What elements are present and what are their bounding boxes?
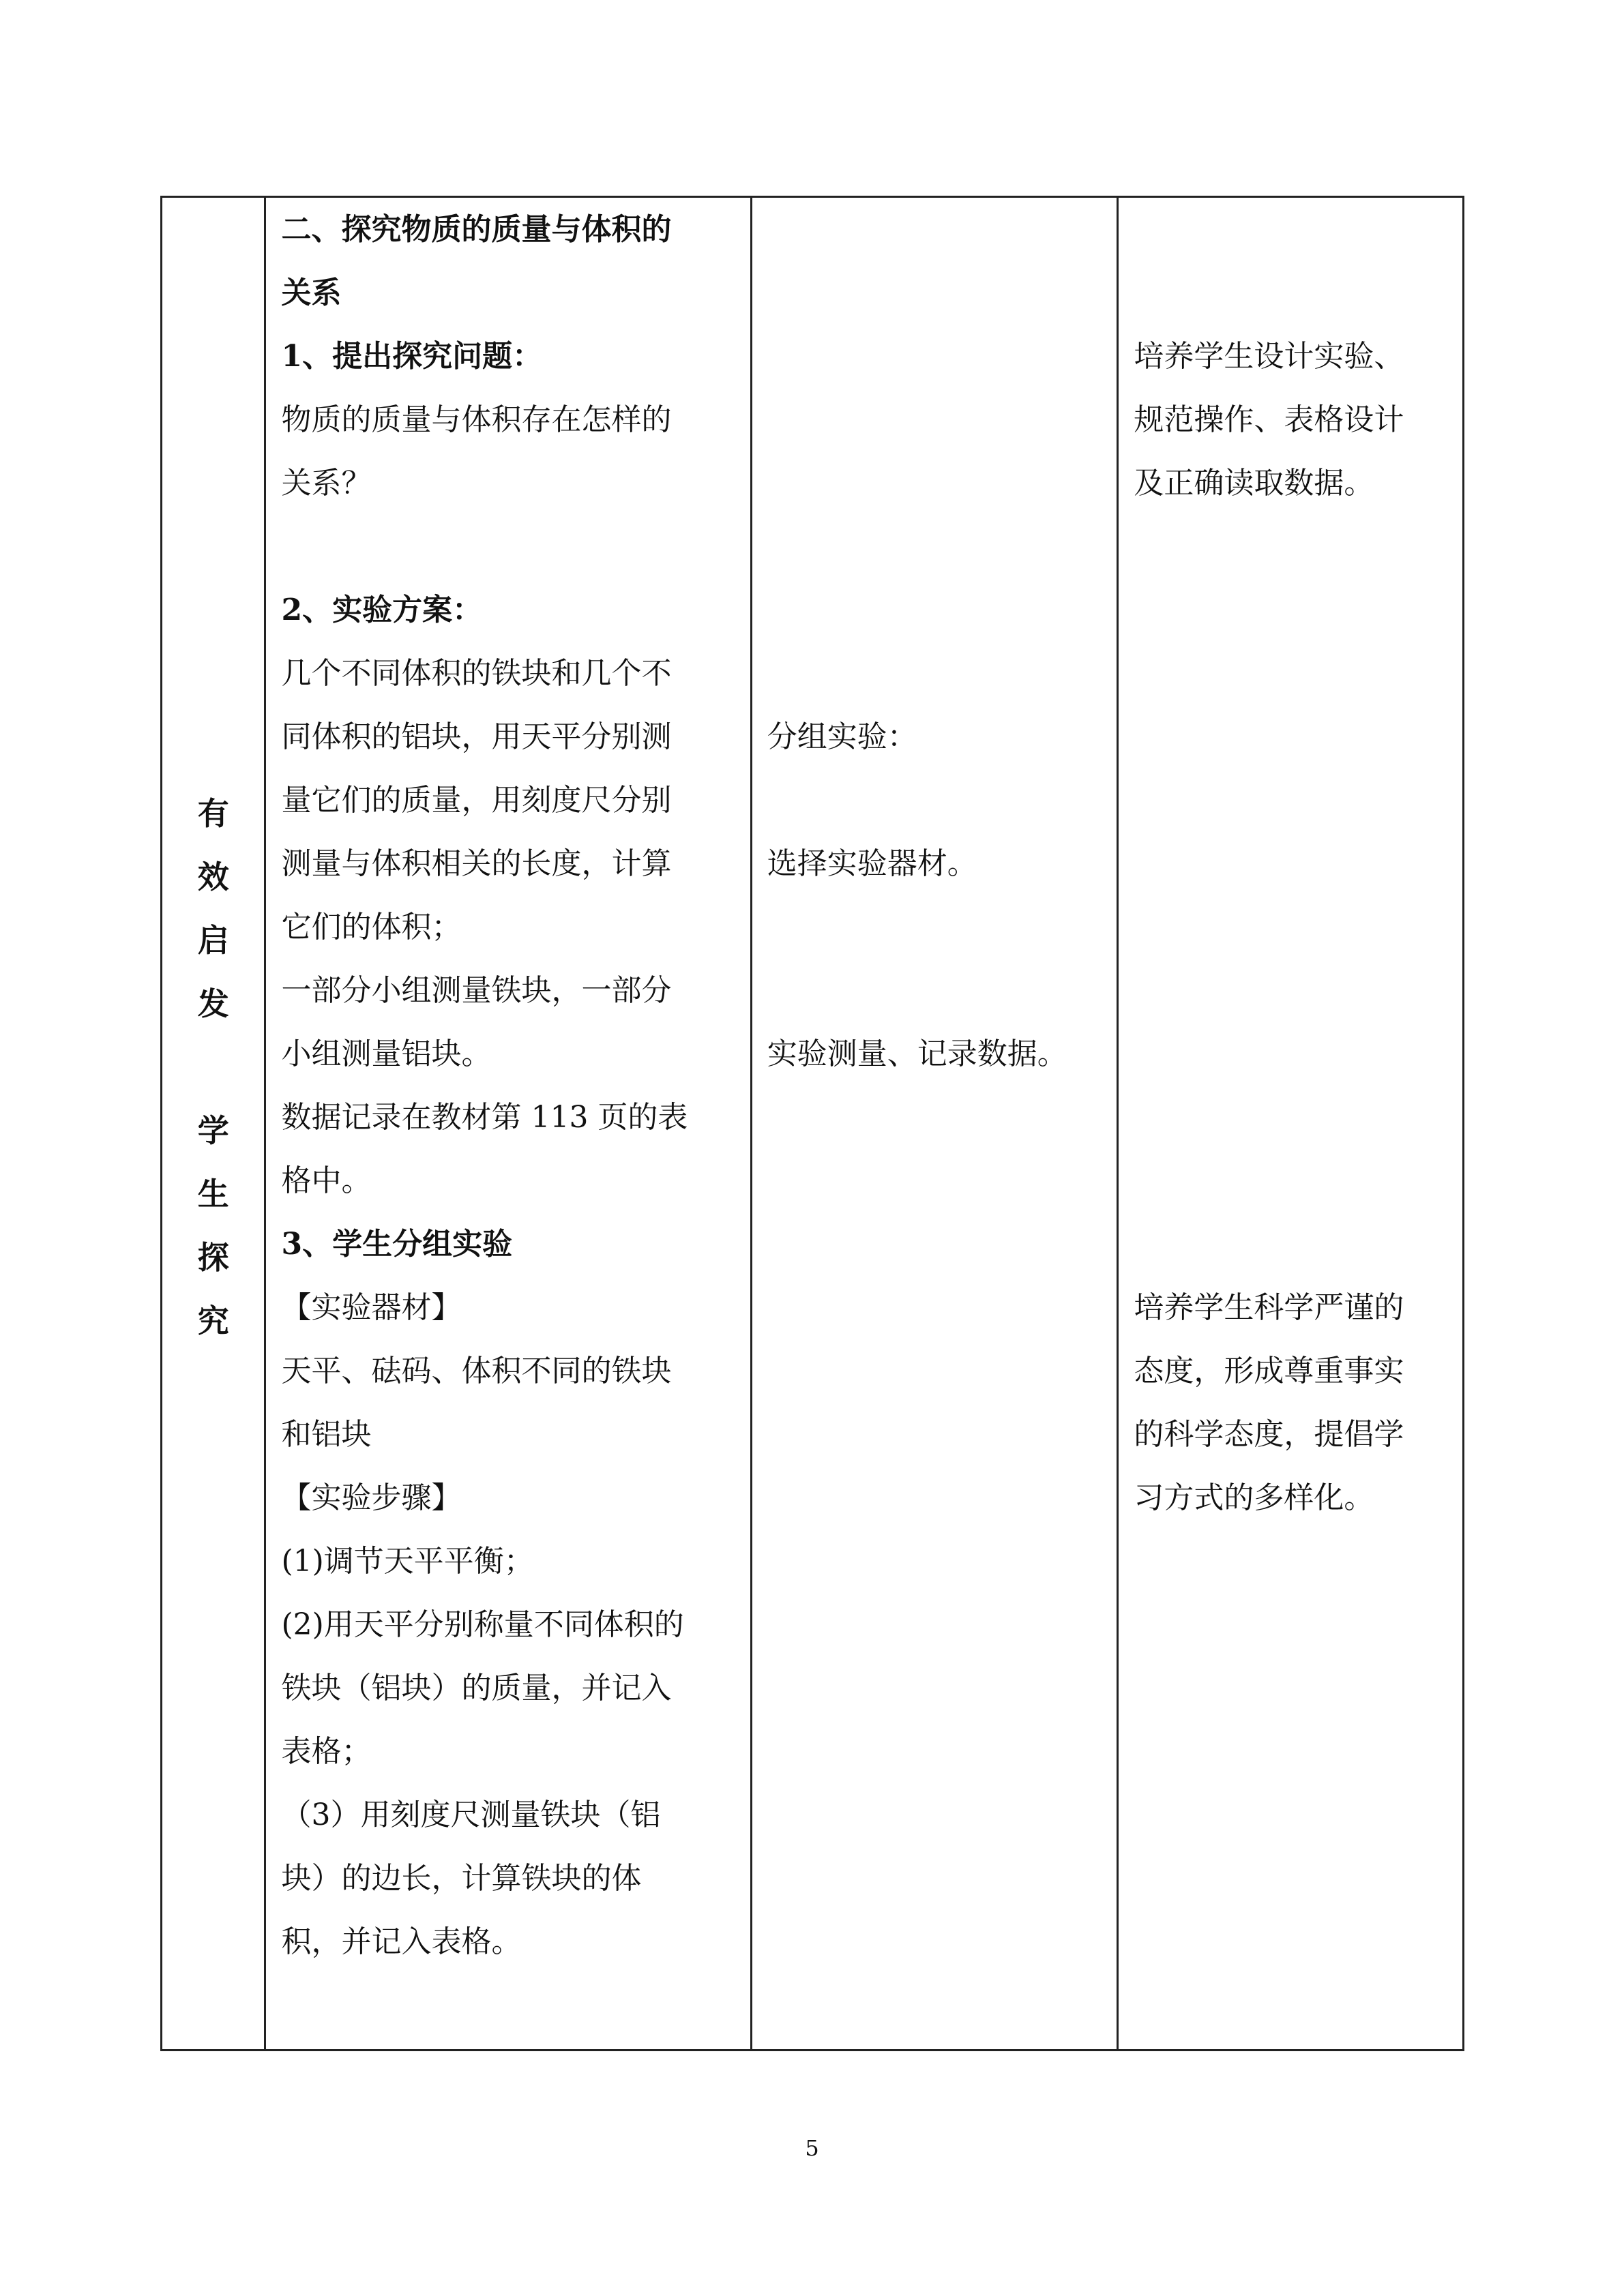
content-line: 铁块（铝块）的质量，并记入 <box>281 1671 672 1705</box>
stage-label <box>162 782 264 1353</box>
student-activity-cell <box>751 197 1118 2051</box>
teaching-content-cell <box>265 197 751 2051</box>
content-line: 格中。 <box>281 1163 372 1198</box>
content-line: 量它们的质量，用刻度尺分别 <box>281 783 672 818</box>
intent-line: 培养学生设计实验、 <box>1134 339 1404 374</box>
stage-cell <box>162 197 265 2051</box>
content-line: 关系？ <box>281 466 372 501</box>
content-line: 几个不同体积的铁块和几个不 <box>281 656 672 691</box>
content-line: 一部分小组测量铁块，一部分 <box>281 973 672 1008</box>
intent-line: 习方式的多样化。 <box>1134 1480 1374 1515</box>
content-heading: 二、探究物质的质量与体积的 <box>281 212 672 247</box>
content-line: 测量与体积相关的长度，计算 <box>281 846 672 881</box>
content-line: 【实验器材】 <box>281 1290 462 1325</box>
content-heading: 2、实验方案： <box>281 593 483 627</box>
intent-line: 及正确读取数据。 <box>1134 466 1374 501</box>
intent-line: 的科学态度，提倡学 <box>1134 1417 1404 1452</box>
stage-char: 学 <box>197 1112 229 1149</box>
content-line: 块）的边长，计算铁块的体 <box>281 1861 642 1896</box>
content-line: 物质的质量与体积存在怎样的 <box>281 402 672 437</box>
content-line: 它们的体积； <box>281 910 462 944</box>
content-line: 同体积的铝块，用天平分别测 <box>281 719 672 754</box>
intent-line: 培养学生科学严谨的 <box>1134 1290 1404 1325</box>
content-line: 和铝块 <box>281 1417 372 1452</box>
stage-char: 发 <box>197 985 229 1022</box>
activity-measure-record: 实验测量、记录数据。 <box>767 1037 1067 1071</box>
table-row <box>162 197 1464 2051</box>
stage-char: 有 <box>197 795 229 832</box>
content-line: 数据记录在教材第 113 页的表 <box>281 1100 688 1135</box>
content-line <box>281 515 736 578</box>
content-line: 小组测量铝块。 <box>281 1037 492 1071</box>
content-line: 天平、砝码、体积不同的铁块 <box>281 1354 672 1388</box>
content-line: (1)调节天平平衡； <box>281 1544 534 1579</box>
stage-char: 究 <box>197 1302 229 1339</box>
stage-char: 启 <box>197 922 229 959</box>
stage-char: 生 <box>197 1176 229 1212</box>
content-line: (2)用天平分别称量不同体积的 <box>281 1607 684 1642</box>
activity-select-equipment: 选择实验器材。 <box>767 846 977 881</box>
design-intent-cell <box>1118 197 1464 2051</box>
intent-line: 规范操作、表格设计 <box>1134 402 1404 437</box>
page-number: 5 <box>805 2135 819 2161</box>
activity-group-experiment: 分组实验： <box>767 719 917 754</box>
stage-char: 探 <box>197 1239 229 1276</box>
content-heading: 3、学生分组实验 <box>281 1227 513 1262</box>
intent-line: 态度，形成尊重事实 <box>1134 1354 1404 1388</box>
stage-char: 效 <box>197 859 229 895</box>
content-heading: 关系 <box>281 275 342 310</box>
content-line: 积，并记入表格。 <box>281 1924 522 1959</box>
lesson-plan-table <box>160 196 1464 2051</box>
content-line: 【实验步骤】 <box>281 1480 462 1515</box>
content-line: 表格； <box>281 1734 372 1769</box>
content-line: （3）用刻度尺测量铁块（铝 <box>281 1798 661 1832</box>
content-heading: 1、提出探究问题： <box>281 339 543 374</box>
